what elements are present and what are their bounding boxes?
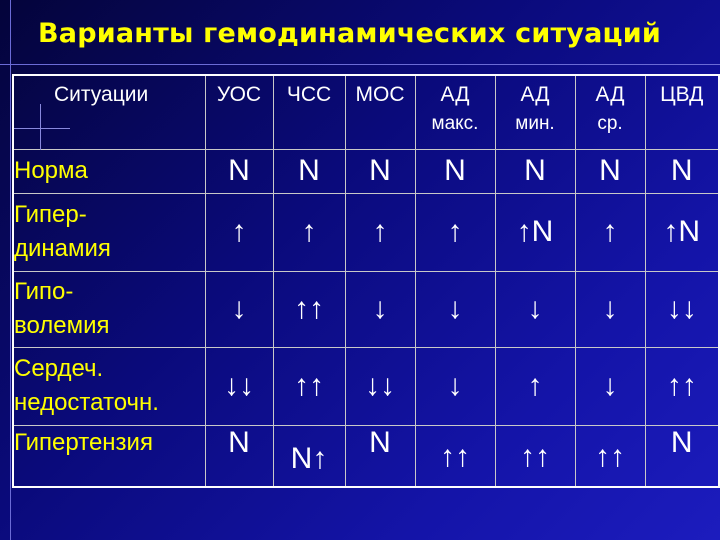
table-row-hypertension (13, 425, 719, 487)
column-header-cvd: ЦВД (645, 75, 719, 149)
table-row-heart-failure (13, 347, 719, 425)
table-cell: ↓↓ (205, 347, 273, 425)
table-cell: N (645, 425, 719, 487)
row-label-hyperdynamia: Гипер- динамия (13, 193, 205, 271)
table-cell: ↓ (415, 271, 495, 347)
table-cell: ↑↑ (575, 425, 645, 487)
table-cell: ↑↑ (415, 425, 495, 487)
table-row-norm (13, 149, 719, 193)
column-header-ad-avg: АД ср. (575, 75, 645, 149)
table-cell: N (345, 149, 415, 193)
column-header-situations: Ситуации (13, 75, 205, 149)
table-cell: N (205, 425, 273, 487)
table-cell: N (495, 149, 575, 193)
column-header-chss: ЧСС (273, 75, 345, 149)
table-cell: N (575, 149, 645, 193)
table-cell: ↓ (415, 347, 495, 425)
table-cell: ↑ (205, 193, 273, 271)
table-cell: N (415, 149, 495, 193)
slide-title: Варианты гемодинамических ситуаций (38, 18, 661, 49)
table-cell: ↑ (273, 193, 345, 271)
hemodynamic-table (12, 74, 720, 488)
table-cell: ↑N (495, 193, 575, 271)
table-cell: ↑N (645, 193, 719, 271)
decorative-crosshair-vertical (40, 104, 41, 150)
table-cell: ↑ (495, 347, 575, 425)
row-label-hypertension: Гипертензия (13, 425, 205, 487)
table-cell: ↓↓ (345, 347, 415, 425)
column-header-ad-max: АД макс. (415, 75, 495, 149)
table-cell: ↑ (575, 193, 645, 271)
row-label-heart-failure: Сердеч. недостаточн. (13, 347, 205, 425)
table-cell: ↑↑ (273, 347, 345, 425)
row-label-norm: Норма (13, 149, 205, 193)
table-cell: ↓ (495, 271, 575, 347)
table-header-row (13, 75, 719, 149)
table-row-hyperdynamia (13, 193, 719, 271)
table-cell: ↓ (575, 271, 645, 347)
table-cell: ↑ (345, 193, 415, 271)
table-row-hypovolemia (13, 271, 719, 347)
table-cell: ↑↑ (495, 425, 575, 487)
table-cell: N (273, 149, 345, 193)
table-cell: ↑↑ (645, 347, 719, 425)
table-cell: ↑↑ (273, 271, 345, 347)
column-header-uos: УОС (205, 75, 273, 149)
row-label-hypovolemia: Гипо- волемия (13, 271, 205, 347)
table-cell: N (345, 425, 415, 487)
table-cell: N↑ (273, 425, 345, 487)
frame-line-left (10, 0, 11, 540)
table-cell: ↓ (205, 271, 273, 347)
table-cell: ↓ (345, 271, 415, 347)
column-header-mos: МОС (345, 75, 415, 149)
table-cell: ↑ (415, 193, 495, 271)
column-header-ad-min: АД мин. (495, 75, 575, 149)
decorative-crosshair-horizontal (14, 128, 70, 129)
table-cell: ↓ (575, 347, 645, 425)
table-cell: N (645, 149, 719, 193)
table-cell: N (205, 149, 273, 193)
table-cell: ↓↓ (645, 271, 719, 347)
frame-line-top (0, 64, 720, 65)
